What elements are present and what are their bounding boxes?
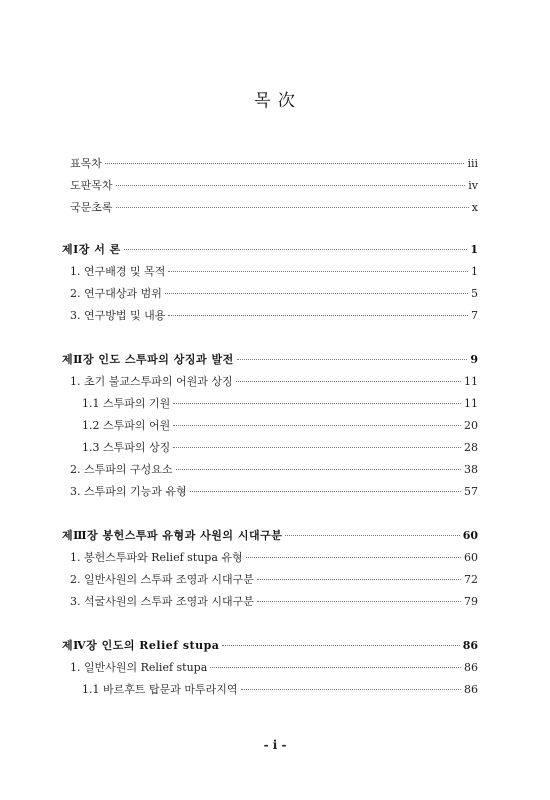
toc-section[interactable] bbox=[70, 309, 478, 323]
toc-section[interactable] bbox=[70, 551, 478, 565]
leader-dots bbox=[237, 359, 468, 360]
toc-page-number: 28 bbox=[464, 441, 478, 454]
leader-dots bbox=[241, 689, 462, 690]
toc-section-label: 2. 연구대상과 범위 bbox=[70, 287, 162, 300]
page-number-footer: - i - bbox=[263, 738, 287, 752]
toc-section-label: 1. 봉헌스투파와 Relief stupa 유형 bbox=[70, 551, 243, 564]
toc-chapter-label: 제Ⅲ장 봉헌스투파 유형과 사원의 시대구분 bbox=[62, 529, 283, 542]
leader-dots bbox=[257, 579, 461, 580]
toc-subsection-label: 1.1 바르후트 탑문과 마투라지역 bbox=[82, 683, 238, 696]
toc-page-number: 79 bbox=[464, 595, 478, 608]
toc-page-number: 7 bbox=[471, 309, 478, 322]
leader-dots bbox=[173, 425, 461, 426]
toc-entry-front-3[interactable] bbox=[70, 201, 478, 215]
toc-entry-label: 국문초록 bbox=[70, 201, 113, 214]
leader-dots bbox=[236, 381, 461, 382]
toc-entry-label: 표목차 bbox=[70, 157, 102, 170]
leader-dots bbox=[210, 667, 461, 668]
toc-section[interactable] bbox=[70, 595, 478, 609]
toc-page-number: 86 bbox=[462, 639, 478, 652]
toc-page-number: 1 bbox=[471, 265, 478, 278]
leader-dots bbox=[176, 469, 462, 470]
toc-section-label: 3. 스투파의 기능과 유형 bbox=[70, 485, 187, 498]
toc-section[interactable] bbox=[70, 375, 478, 389]
toc-section-label: 1. 일반사원의 Relief stupa bbox=[70, 661, 208, 674]
toc-page-number: 60 bbox=[464, 551, 478, 564]
leader-dots bbox=[124, 249, 468, 250]
toc-page-number: 5 bbox=[471, 287, 478, 300]
toc-page-number: 38 bbox=[464, 463, 478, 476]
toc-page-number: 11 bbox=[464, 375, 478, 388]
leader-dots bbox=[116, 207, 469, 208]
leader-dots bbox=[222, 645, 459, 646]
leader-dots bbox=[165, 293, 468, 294]
toc-page-number: 86 bbox=[464, 683, 478, 696]
toc-subsection[interactable] bbox=[82, 441, 478, 455]
toc-subsection-label: 1.1 스투파의 기원 bbox=[82, 397, 171, 410]
toc-page-number: iii bbox=[467, 157, 478, 170]
leader-dots bbox=[246, 557, 461, 558]
toc-subsection[interactable] bbox=[82, 419, 478, 433]
toc-section[interactable] bbox=[70, 287, 478, 301]
toc-page-number: 11 bbox=[464, 397, 478, 410]
leader-dots bbox=[105, 163, 465, 164]
toc-page-number: 1 bbox=[470, 243, 478, 256]
leader-dots bbox=[116, 185, 466, 186]
toc-section[interactable] bbox=[70, 463, 478, 477]
leader-dots bbox=[173, 403, 461, 404]
toc-chapter-label: 제Ⅰ장 서 론 bbox=[62, 243, 121, 256]
toc-page-number: 86 bbox=[464, 661, 478, 674]
toc-subsection-label: 1.3 스투파의 상징 bbox=[82, 441, 171, 454]
leader-dots bbox=[257, 601, 461, 602]
toc-section[interactable] bbox=[70, 661, 478, 675]
toc-section-label: 3. 석굴사원의 스투파 조영과 시대구분 bbox=[70, 595, 254, 608]
toc-page-number: x bbox=[471, 201, 478, 214]
leader-dots bbox=[168, 315, 468, 316]
toc-section-label: 1. 연구배경 및 목적 bbox=[70, 265, 166, 278]
toc-section-label: 2. 스투파의 구성요소 bbox=[70, 463, 173, 476]
page-title: 목 次 bbox=[254, 91, 296, 111]
toc-section[interactable] bbox=[70, 265, 478, 279]
toc-chapter-label: 제Ⅳ장 인도의 Relief stupa bbox=[62, 639, 220, 652]
leader-dots bbox=[190, 491, 461, 492]
toc-page-number: 72 bbox=[464, 573, 478, 586]
toc-page-number: iv bbox=[468, 179, 478, 192]
toc-page-number: 20 bbox=[464, 419, 478, 432]
toc-page-number: 9 bbox=[470, 353, 478, 366]
toc-subsection[interactable] bbox=[82, 397, 478, 411]
toc-chapter-1[interactable] bbox=[62, 243, 478, 257]
leader-dots bbox=[168, 271, 468, 272]
toc-page-number: 57 bbox=[464, 485, 478, 498]
toc-subsection[interactable] bbox=[82, 683, 478, 697]
toc-subsection-label: 1.2 스투파의 어원 bbox=[82, 419, 171, 432]
toc-section[interactable] bbox=[70, 485, 478, 499]
toc-entry-front-2[interactable] bbox=[70, 179, 478, 193]
toc-section-label: 2. 일반사원의 스투파 조영과 시대구분 bbox=[70, 573, 254, 586]
leader-dots bbox=[285, 535, 459, 536]
toc-entry-label: 도판목차 bbox=[70, 179, 113, 192]
toc-chapter-3[interactable] bbox=[62, 529, 478, 543]
leader-dots bbox=[173, 447, 461, 448]
toc-section[interactable] bbox=[70, 573, 478, 587]
toc-chapter-label: 제Ⅱ장 인도 스투파의 상징과 발전 bbox=[62, 353, 234, 366]
toc-section-label: 1. 초기 불교스투파의 어원과 상징 bbox=[70, 375, 233, 388]
toc-page-number: 60 bbox=[462, 529, 478, 542]
toc-entry-front-1[interactable] bbox=[70, 157, 478, 171]
toc-chapter-2[interactable] bbox=[62, 353, 478, 367]
toc-chapter-4[interactable] bbox=[62, 639, 478, 653]
toc-section-label: 3. 연구방법 및 내용 bbox=[70, 309, 166, 322]
